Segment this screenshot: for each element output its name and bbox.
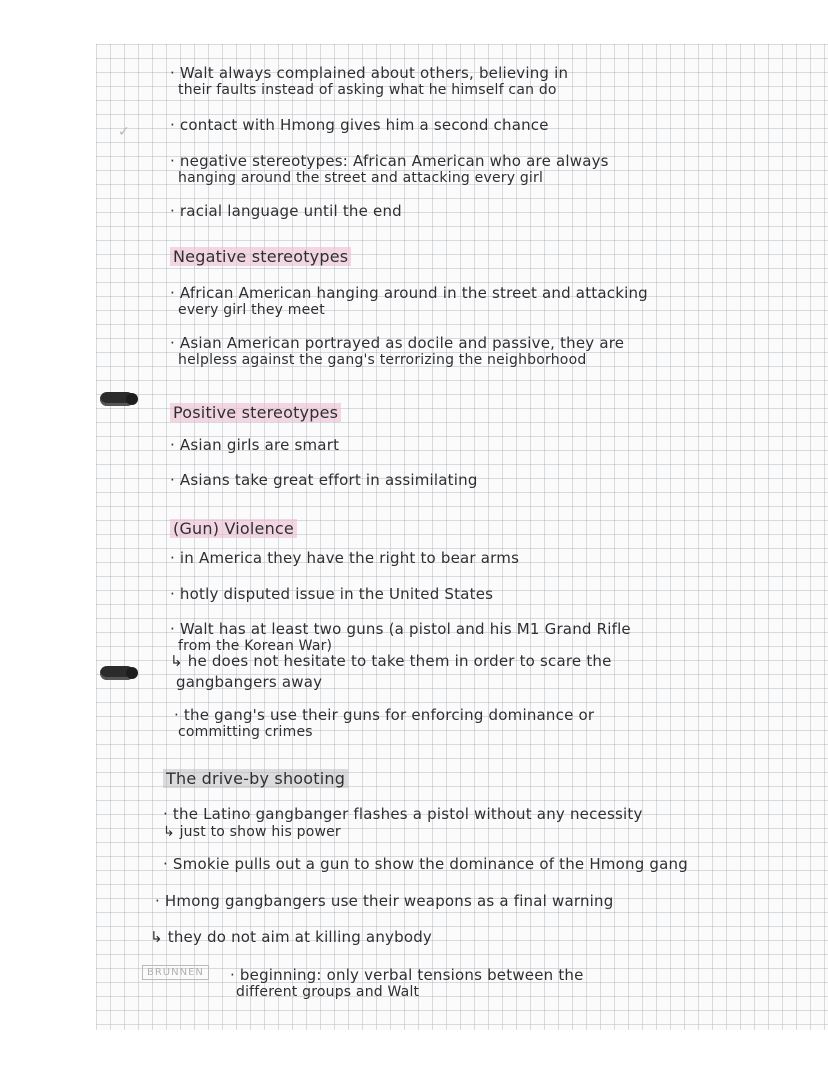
note-line: · racial language until the end — [170, 202, 402, 220]
section-heading: (Gun) Violence — [170, 519, 297, 538]
brand-stamp: BRUNNEN — [142, 965, 209, 980]
note-line: ↳ just to show his power — [163, 824, 341, 840]
note-line: ↳ they do not aim at killing anybody — [150, 928, 433, 946]
section-heading: The drive-by shooting — [163, 769, 348, 788]
note-line: gangbangers away — [176, 673, 323, 691]
note-line: different groups and Walt — [236, 984, 420, 1000]
bottom-edge — [0, 1030, 828, 1071]
note-line: · Smokie pulls out a gun to show the dominance of the Hmong gang — [163, 855, 688, 873]
section-heading: Positive stereotypes — [170, 403, 341, 422]
note-line: · Asian girls are smart — [170, 436, 340, 454]
note-line: · contact with Hmong gives him a second chance — [170, 116, 549, 134]
note-line: · Walt always complained about others, believing in — [170, 64, 569, 82]
note-line: · the Latino gangbanger flashes a pistol without any necessity — [163, 805, 643, 823]
note-line: · African American hanging around in the street and attacking — [170, 284, 648, 302]
note-line: ↳ he does not hesitate to take them in order to scare the — [170, 652, 612, 670]
left-margin — [0, 0, 96, 1071]
note-line: · Walt has at least two guns (a pistol and his M1 Grand Rifle — [170, 620, 631, 638]
note-line: helpless against the gang's terrorizing the neighborhood — [178, 352, 587, 368]
note-line: · hotly disputed issue in the United States — [170, 585, 494, 603]
top-edge — [0, 0, 828, 44]
note-line: · negative stereotypes: African American who are always — [170, 152, 609, 170]
note-line: · Hmong gangbangers use their weapons as a final warning — [155, 892, 614, 910]
note-line: · beginning: only verbal tensions between the — [230, 966, 584, 984]
note-line: · in America they have the right to bear arms — [170, 549, 520, 567]
note-line: · Asian American portrayed as docile and passive, they are — [170, 334, 625, 352]
note-line: committing crimes — [178, 724, 313, 740]
check-mark-icon: ✓ — [118, 124, 130, 140]
note-line: from the Korean War) — [178, 638, 333, 654]
note-line: every girl they meet — [178, 302, 325, 318]
note-line: · the gang's use their guns for enforcing dominance or — [174, 706, 595, 724]
binder-ring-icon — [100, 392, 134, 406]
note-line: their faults instead of asking what he himself can do — [178, 82, 557, 98]
note-line: hanging around the street and attacking every girl — [178, 170, 544, 186]
section-heading: Negative stereotypes — [170, 247, 351, 266]
binder-ring-icon — [100, 666, 134, 680]
note-line: · Asians take great effort in assimilating — [170, 471, 478, 489]
